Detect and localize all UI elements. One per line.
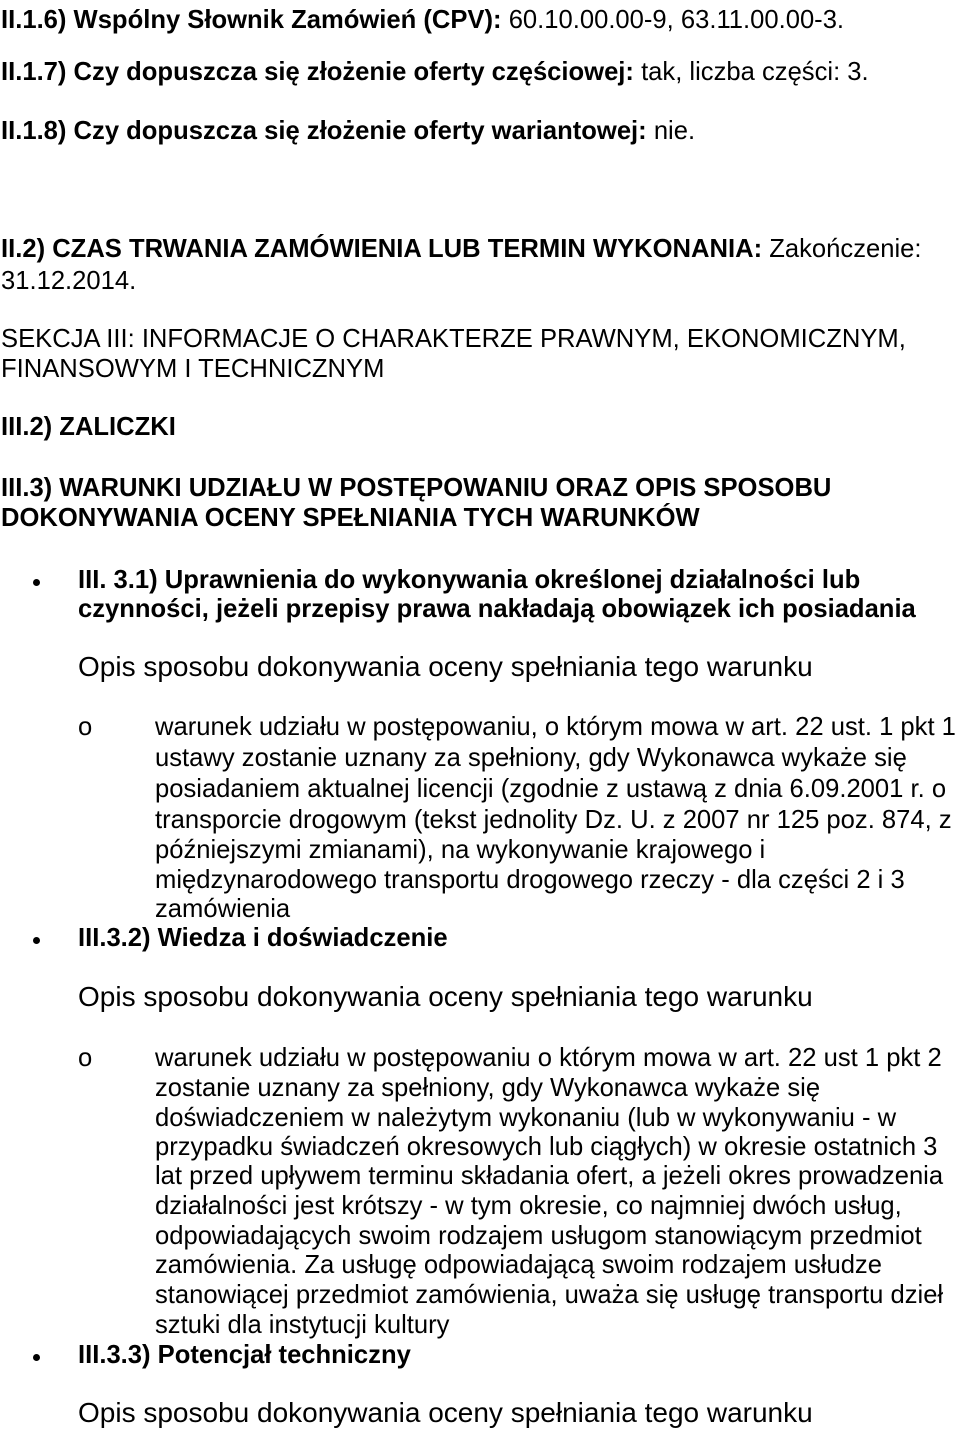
- section3-title-line: SEKCJA III: INFORMACJE O CHARAKTERZE PRAWNYM, EKONOMICZNYM,: [1, 325, 906, 353]
- requirement-line: zamówienia. Za usługę odpowiadającą swoim rodzajem usłudze: [155, 1251, 882, 1279]
- requirement-line: działalności jest krótszy - w tym okresie, co najmniej dwóch usług,: [155, 1192, 902, 1220]
- duration-date: 31.12.2014.: [1, 267, 137, 295]
- conditions-heading-line: III.3) WARUNKI UDZIAŁU W POSTĘPOWANIU ORAZ OPIS SPOSOBU: [1, 474, 832, 502]
- condition-heading-line: III.3.2) Wiedza i doświadczenie: [78, 924, 448, 952]
- requirement-line: posiadaniem aktualnej licencji (zgodnie z ustawą z dnia 6.09.2001 r. o: [155, 775, 947, 803]
- requirement-line: zostanie uznany za spełniony, gdy Wykonawca wykaże się: [155, 1074, 821, 1102]
- requirement-line: sztuki dla instytucji kultury: [155, 1311, 450, 1339]
- partial-offers-line: [1, 57, 869, 87]
- requirement-line: warunek udziału w postępowaniu o którym mowa w art. 22 ust 1 pkt 2: [155, 1044, 942, 1072]
- cpv-line: [1, 5, 844, 35]
- cpv-label: II.1.6) Wspólny Słownik Zamówień (CPV):: [1, 6, 502, 34]
- partial-offers-value: tak, liczba części: 3.: [641, 58, 869, 86]
- condition-heading-line: III.3.3) Potencjał techniczny: [78, 1341, 411, 1369]
- condition-description-label: Opis sposobu dokonywania oceny spełniania tego warunku: [78, 1397, 813, 1428]
- sub-list-marker: o: [78, 713, 93, 741]
- requirement-line: stanowiącej przedmiot zamówienia, uważa się usługę transportu dzieł: [155, 1281, 944, 1309]
- duration-label: II.2) CZAS TRWANIA ZAMÓWIENIA LUB TERMIN WYKONANIA:: [1, 235, 763, 263]
- requirement-line: międzynarodowego transportu drogowego rzeczy - dla części 2 i 3: [155, 866, 905, 894]
- requirement-line: odpowiadających swoim rodzajem usługom stanowiącym przedmiot: [155, 1222, 922, 1250]
- condition-heading-line: czynności, jeżeli przepisy prawa nakładają obowiązek ich posiadania: [78, 595, 916, 623]
- requirement-line: warunek udziału w postępowaniu, o którym mowa w art. 22 ust. 1 pkt 1: [155, 713, 956, 741]
- bullet-marker: [33, 579, 40, 586]
- section3-title-line: FINANSOWYM I TECHNICZNYM: [1, 355, 385, 383]
- cpv-value: 60.10.00.00-9, 63.11.00.00-3.: [508, 6, 845, 34]
- variant-offers-label: II.1.8) Czy dopuszcza się złożenie oferty wariantowej:: [1, 117, 647, 145]
- bullet-marker: [33, 937, 40, 944]
- condition-heading-line: III. 3.1) Uprawnienia do wykonywania określonej działalności lub: [78, 566, 861, 594]
- variant-offers-value: nie.: [653, 117, 696, 145]
- requirement-line: ustawy zostanie uznany za spełniony, gdy Wykonawca wykaże się: [155, 744, 907, 772]
- duration-line: [1, 234, 922, 264]
- requirement-line: lat przed upływem terminu składania ofert, a jeżeli okres prowadzenia: [155, 1162, 944, 1190]
- condition-description-label: Opis sposobu dokonywania oceny spełniania tego warunku: [78, 651, 813, 682]
- variant-offers-line: [1, 116, 695, 146]
- requirement-line: przypadku świadczeń okresowych lub ciągłych) w okresie ostatnich 3: [155, 1133, 938, 1161]
- duration-value: Zakończenie:: [769, 235, 922, 263]
- condition-description-label: Opis sposobu dokonywania oceny spełniania tego warunku: [78, 981, 813, 1012]
- requirement-line: późniejszymi zmianami), na wykonywanie krajowego i: [155, 836, 766, 864]
- requirement-line: doświadczeniem w należytym wykonaniu (lub w wykonywaniu - w: [155, 1104, 897, 1132]
- bullet-marker: [33, 1354, 40, 1361]
- requirement-line: zamówienia: [155, 895, 291, 923]
- advances-heading: III.2) ZALICZKI: [1, 413, 176, 441]
- partial-offers-label: II.1.7) Czy dopuszcza się złożenie oferty częściowej:: [1, 58, 634, 86]
- sub-list-marker: o: [78, 1044, 93, 1072]
- requirement-line: transporcie drogowym (tekst jednolity Dz. U. z 2007 nr 125 poz. 874, z: [155, 806, 952, 834]
- conditions-heading-line: DOKONYWANIA OCENY SPEŁNIANIA TYCH WARUNKÓW: [1, 504, 700, 532]
